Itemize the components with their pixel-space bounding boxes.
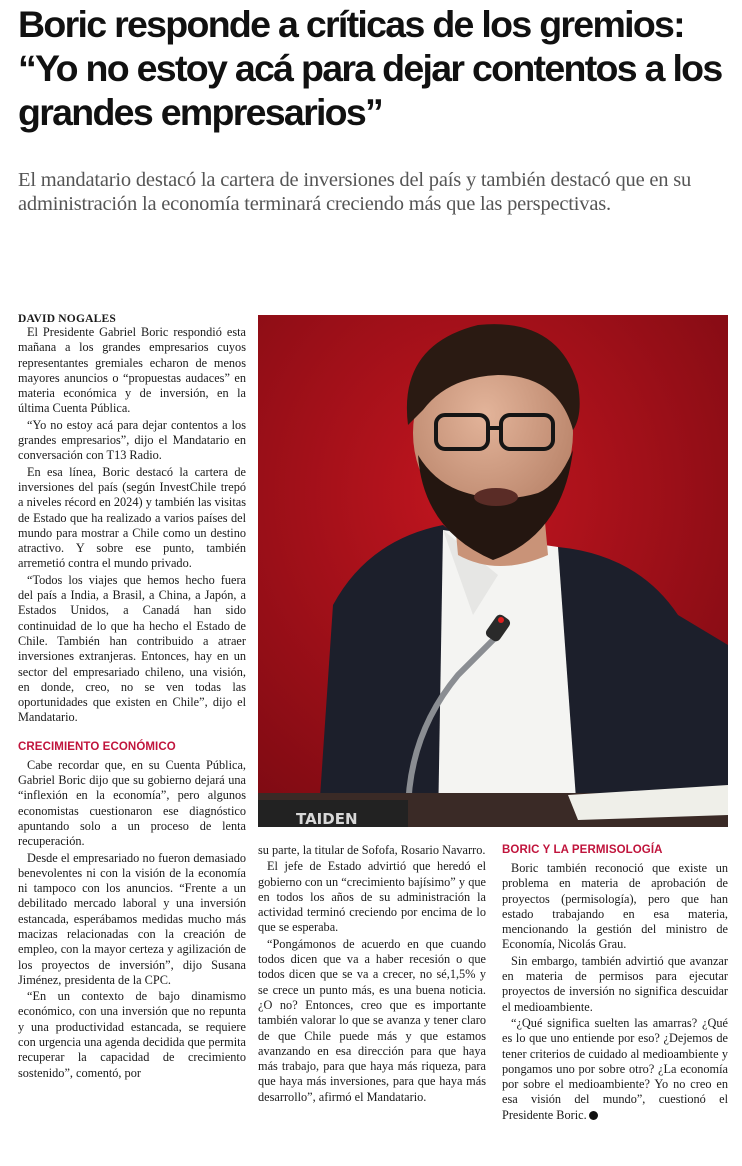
paragraph: “Pongámonos de acuerdo en que cuando todos dicen que va a haber recesión o que todos dicen que se va a crecer, no sé,1,5% y se crece un punto más, es una buena noticia. ¿O no? Entonces, creo que es importante también valorar lo que se avanza y tener claro de que Chile puede más y que estamos avanzando en esa dirección para que haya más trabajo, para que haya más riqueza, para que haya más inversiones, para que haya más desarrollo”, afirmó el Mandatario. <box>258 936 486 1104</box>
paragraph: “Yo no estoy acá para dejar contentos a los grandes empresarios”, dijo el Mandatario en conversación con T13 Radio. <box>18 417 246 463</box>
paragraph: Sin embargo, también advirtió que avanzar en materia de permisos para ejecutar proyectos de inversión no significa descuidar el medioambiente. <box>502 953 728 1014</box>
paragraph: “En un contexto de bajo dinamismo económico, con una inversión que no repunta y una productividad estancada, se requiere con urgencia una agenda decidida que permita recuperar la capacidad de crecimiento sostenido”, comentó, por <box>18 989 246 1080</box>
paragraph: “Todos los viajes que hemos hecho fuera del país a India, a Brasil, a China, a Japón, a Estados Unidos, a Canadá han sido continuidad de lo que ha hecho el Estado de Chile. También han contribuido a atraer inversiones extranjeras. Entonces, hay en un sector del empresariado chileno, una visión, en donde, creo, no se ven todas las oportunidades que existen en Chile”, dijo el Mandatario. <box>18 572 246 725</box>
column-1 <box>18 325 246 1082</box>
section-heading-permisologia: BORIC Y LA PERMISOLOGÍA <box>502 844 663 856</box>
section-heading-crecimiento: CRECIMIENTO ECONÓMICO <box>18 740 176 753</box>
headline: Boric responde a críticas de los gremios: “Yo no estoy acá para dejar contentos a los grandes empresarios” <box>18 3 722 133</box>
subheadline: El mandatario destacó la cartera de inversiones del país y también destacó que en su administración la economía terminará creciendo más que las perspectivas. <box>18 169 692 215</box>
boric-photo <box>258 315 728 827</box>
paragraph-text: “¿Qué significa suelten las amarras? ¿Qué es lo que uno entiende por eso? ¿Dejemos de tener criterios de cuidado al medioambiente y pongamos uno por sobre otro? ¿La economía por sobre el medioambiente? Yo no creo en esa visión del mundo”, cuestionó el Presidente Boric. <box>502 1015 728 1122</box>
microphone-brand-label: TAIDEN <box>296 810 358 827</box>
paragraph: En esa línea, Boric destacó la cartera de inversiones del país (según InvestChile trepó a niveles récord en 2024) y también las visitas de Estado que ha realizado a varios países del mundo para mostrar a Chile como un destino atractivo. Y sobre ese punto, también arremetió contra el mundo privado. <box>18 464 246 571</box>
paragraph: su parte, la titular de Sofofa, Rosario Navarro. <box>258 843 486 857</box>
paragraph: Cabe recordar que, en su Cuenta Pública, Gabriel Boric dijo que su gobierno dejará una “inflexión en la economía”, pero algunos economistas cuestionaron ese diagnóstico apuntando solo a un proceso de lenta recuperación. <box>18 757 246 849</box>
paragraph: Boric también reconoció que existe un problema en materia de aprobación de proyectos (permisología), pero que han estado trabajando en esa materia, mencionando la gestión del ministro de Economía, Nicolás Grau. <box>502 861 728 952</box>
paragraph: Desde el empresariado no fueron demasiado benevolentes ni con la visión de la economía ni tampoco con los anuncios. “Frente a un debilitado mercado laboral y una inversión estancada, esperábamos medidas mucho más macizas relacionadas con la creación de empleo, con la mayor certeza y agilización de los proyectos de inversión”, dijo Susana Jiménez, presidenta de la CPC. <box>18 850 246 987</box>
end-of-article-icon <box>589 1111 598 1120</box>
paragraph <box>502 1016 728 1123</box>
paragraph: El Presidente Gabriel Boric respondió esta mañana a los grandes empresarios cuyos representantes gremiales echaron de menos mayores anuncios o “propuestas audaces” en materia económica y de inversión, en la última Cuenta Pública. <box>18 325 246 416</box>
paragraph: El jefe de Estado advirtió que heredó el gobierno con un “crecimiento bajísimo” y que en todos los años de su administración la actividad terminó creciendo por encima de lo que se esperaba. <box>258 859 486 935</box>
mouth <box>474 488 518 506</box>
column-2 <box>258 843 486 1106</box>
column-3 <box>502 843 728 1124</box>
byline: DAVID NOGALES <box>18 313 116 325</box>
